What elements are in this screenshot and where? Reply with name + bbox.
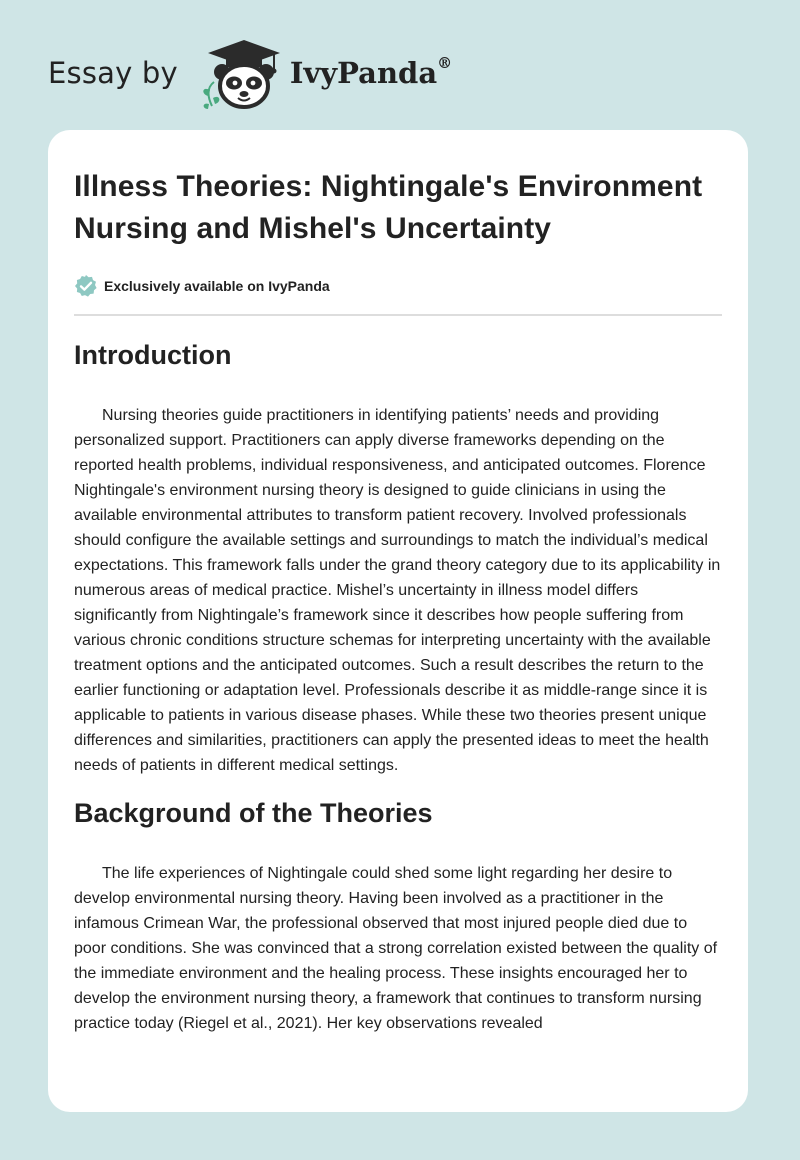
essay-card [48, 130, 748, 1112]
divider [74, 314, 722, 316]
section-heading-background: Background of the Theories [74, 798, 433, 828]
brand-text: IvyPanda [289, 56, 438, 90]
registered-mark: ® [437, 54, 453, 72]
exclusive-badge [74, 274, 722, 298]
check-circle-icon [74, 274, 98, 298]
site-header [48, 36, 452, 110]
ivypanda-brand-name[interactable] [290, 56, 452, 90]
essay-title: Illness Theories: Nightingale's Environment Nursing and Mishel's Uncertainty [74, 170, 703, 245]
essay-by-label: Essay by [48, 56, 178, 90]
exclusive-badge-text: Exclusively available on IvyPanda [104, 278, 330, 294]
section-heading-introduction: Introduction [74, 340, 232, 370]
background-paragraph: The life experiences of Nightingale could shed some light regarding her desire to develop environmental nursing theory. Having been involved as a practitioner in the infamous Crimean War, the professional observed that most injured people died due to poor conditions. She was convinced that a strong correlation existed between the quality of the immediate environment and the healing process. These insights encouraged her to develop the environment nursing theory, a framework that continues to transform nursing practice today (Riegel et al., 2021). Her key observations revealed [74, 865, 718, 1032]
ivypanda-logo-icon[interactable] [196, 36, 286, 110]
introduction-paragraph: Nursing theories guide practitioners in identifying patients’ needs and providing personalized support. Practitioners can apply diverse frameworks depending on the reported health problems, individual responsiveness, and anticipated outcomes. Florence Nightingale's environment nursing theory is designed to guide clinicians in using the available environmental attributes to transform patient recovery. Involved professionals should configure the available settings and surroundings to match the individual’s medical expectations. This framework falls under the grand theory category due to its applicability in numerous areas of medical practice. Mishel’s uncertainty in illness model differs significantly from Nightingale’s framework since it describes how people suffering from various chronic conditions structure schemas for interpreting uncertainty with the available treatment options and the anticipated outcomes. Such a result describes the return to the earlier functioning or adaptation level. Professionals describe it as middle-range since it is applicable to patients in various disease phases. While these two theories present unique differences and similarities, practitioners can apply the presented ideas to meet the health needs of patients in different medical settings. [74, 407, 721, 774]
